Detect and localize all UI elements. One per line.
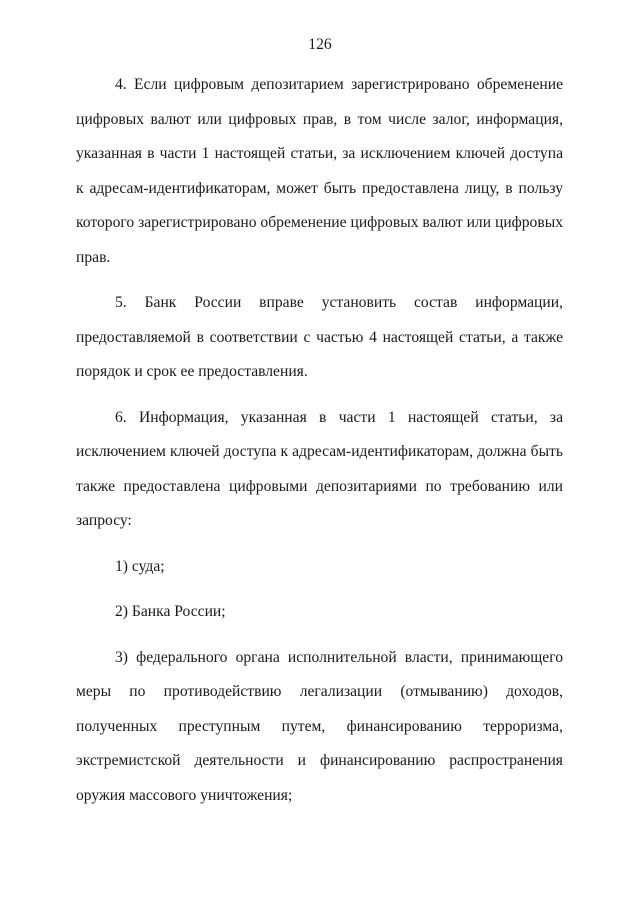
document-body: [76, 68, 563, 824]
list-item-bank-of-russia: 2) Банка России;: [115, 603, 226, 620]
paragraph-6: 6. Информация, указанная в части 1 настоящей статьи, за исключением ключей доступа к адресам-идентификаторам, должна быть также предоставлена цифровыми депозитариями по требованию или запросу:: [76, 408, 563, 529]
paragraph-4: 4. Если цифровым депозитарием зарегистрировано обременение цифровых валют или цифровых прав, в том числе залог, информация, указанная в части 1 настоящей статьи, за исключением ключей доступа к адресам-идентификаторам, может быть предоставлена лицу, в пользу которого зарегистрировано обременение цифровых валют или цифровых прав.: [76, 76, 563, 266]
paragraph-5: 5. Банк России вправе установить состав информации, предоставляемой в соответствии с частью 4 настоящей статьи, а также порядок и срок ее предоставления.: [76, 294, 563, 380]
page-number: 126: [308, 36, 332, 53]
list-item-courts: 1) суда;: [115, 557, 165, 575]
list-item-federal-body: 3) федерального органа исполнительной власти, принимающего меры по противодействию легализации (отмыванию) доходов, полученных преступным путем, финансированию терроризма, экстремистской деятельности и финансированию распространения оружия массового уничтожения;: [76, 648, 563, 804]
